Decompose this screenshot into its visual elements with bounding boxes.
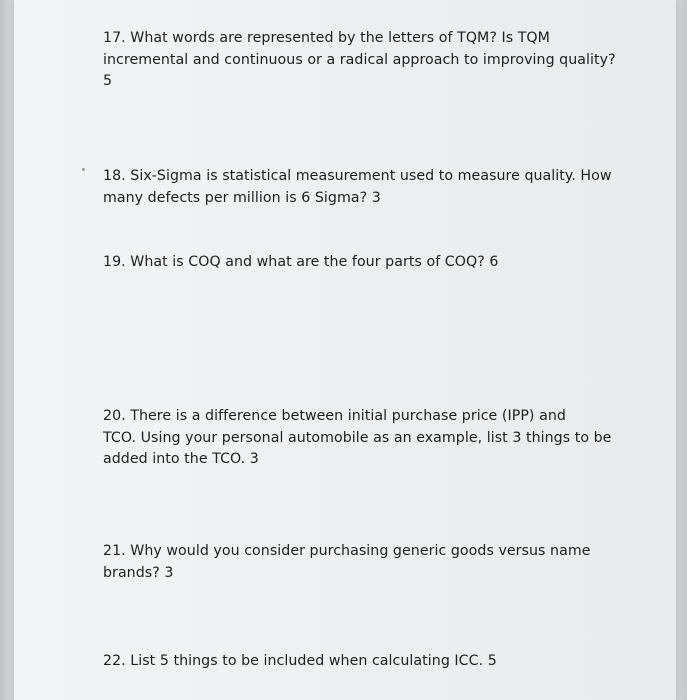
question-22-line-1: 22. List 5 things to be included when calculating ICC. 5 (103, 653, 497, 669)
question-21 (103, 541, 603, 584)
question-17-line-2: incremental and continuous or a radical approach to improving quality? (103, 51, 616, 68)
question-21-line-1: 21. Why would you consider purchasing generic goods versus name (103, 543, 591, 559)
background-left-edge (0, 0, 14, 700)
question-20-line-1: 20. There is a difference between initial purchase price (IPP) and (103, 408, 566, 424)
question-18 (103, 166, 612, 209)
question-18-line-2: many defects per million is 6 Sigma? 3 (103, 189, 381, 206)
question-19 (103, 252, 603, 274)
question-19-line-1: 19. What is COQ and what are the four parts of COQ? 6 (103, 254, 499, 270)
question-17 (103, 28, 616, 93)
question-20-line-3: added into the TCO. 3 (103, 451, 259, 467)
question-20-line-2: TCO. Using your personal automobile as an example, list 3 things to be (103, 429, 612, 446)
document-page (14, 0, 676, 700)
question-17-line-1: 17. What words are represented by the letters of TQM? Is TQM (103, 30, 550, 46)
question-21-line-2: brands? 3 (103, 564, 174, 581)
question-18-line-1: 18. Six-Sigma is statistical measurement used to measure quality. How (103, 168, 612, 184)
question-17-line-3: 5 (103, 73, 113, 89)
paper-speck (82, 168, 85, 171)
question-22 (103, 651, 603, 673)
background-right-edge (676, 0, 687, 700)
question-20 (103, 406, 612, 471)
